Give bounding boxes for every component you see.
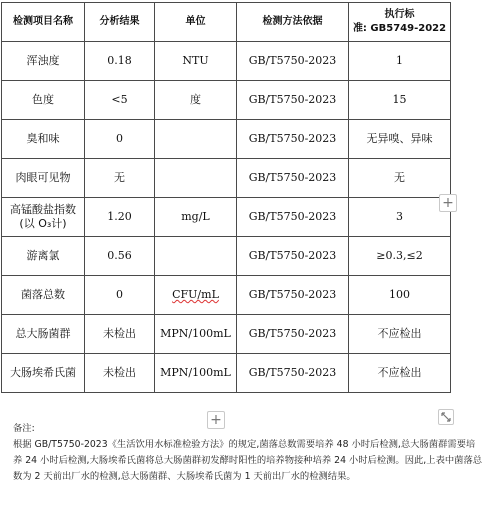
table-row xyxy=(2,276,451,315)
cell-method: GB/T5750-2023 xyxy=(237,159,349,198)
cell-name: 臭和味 xyxy=(2,120,85,159)
cell-standard: 15 xyxy=(349,81,451,120)
cell-standard: 100 xyxy=(349,276,451,315)
cell-result: 0 xyxy=(85,120,155,159)
table-row xyxy=(2,81,451,120)
cell-unit xyxy=(155,159,237,198)
cell-standard: 不应检出 xyxy=(349,354,451,393)
cell-standard: 无 xyxy=(349,159,451,198)
header-method: 检测方法依据 xyxy=(237,3,349,42)
cell-method: GB/T5750-2023 xyxy=(237,315,349,354)
cell-name-line1: 高锰酸盐指数 xyxy=(10,203,76,216)
cell-name: 大肠埃希氏菌 xyxy=(2,354,85,393)
cell-method: GB/T5750-2023 xyxy=(237,198,349,237)
cell-unit: NTU xyxy=(155,42,237,81)
cell-method: GB/T5750-2023 xyxy=(237,42,349,81)
cell-standard: 不应检出 xyxy=(349,315,451,354)
table-row xyxy=(2,198,451,237)
table-row xyxy=(2,237,451,276)
cell-name xyxy=(2,198,85,237)
cell-result: 0 xyxy=(85,276,155,315)
notes-title: 备注: xyxy=(13,423,35,434)
cell-name: 总大肠菌群 xyxy=(2,315,85,354)
notes-body: 根据 GB/T5750-2023《生活饮用水标准检验方法》的规定,菌落总数需要培养 48 小时后检测,总大肠菌群需要培养 24 小时后检测,大肠埃希氏菌将总大肠菌群初发酵时阳性的培养物接种培养 24 小时后检测。因此,上表中菌落总数为 2 天前出厂水的检测,总大肠菌群、大肠埃希氏菌为 1 天前出厂水的检测结果。 xyxy=(13,439,483,482)
cell-name: 游离氯 xyxy=(2,237,85,276)
cell-unit-text: CFU/mL xyxy=(172,288,219,301)
cell-unit xyxy=(155,237,237,276)
cell-unit xyxy=(155,276,237,315)
cell-result: 0.56 xyxy=(85,237,155,276)
table-row xyxy=(2,159,451,198)
cell-name-line2: (以 O₃计) xyxy=(19,217,67,230)
cell-method: GB/T5750-2023 xyxy=(237,354,349,393)
cell-method: GB/T5750-2023 xyxy=(237,276,349,315)
cell-unit xyxy=(155,120,237,159)
cell-name: 菌落总数 xyxy=(2,276,85,315)
cell-standard: 3 xyxy=(349,198,451,237)
table-row xyxy=(2,120,451,159)
cell-name: 肉眼可见物 xyxy=(2,159,85,198)
header-standard-line2: 准: GB5749-2022 xyxy=(352,23,447,34)
table-row xyxy=(2,354,451,393)
notes-section xyxy=(13,421,483,485)
table-header-row xyxy=(2,3,451,42)
cell-standard: 1 xyxy=(349,42,451,81)
header-standard-line1: 执行标 xyxy=(384,9,415,20)
cell-name: 浑浊度 xyxy=(2,42,85,81)
cell-result: 1.20 xyxy=(85,198,155,237)
cell-result: 未检出 xyxy=(85,354,155,393)
cell-unit: MPN/100mL xyxy=(155,315,237,354)
header-result: 分析结果 xyxy=(85,3,155,42)
cell-unit: mg/L xyxy=(155,198,237,237)
cell-result: <5 xyxy=(85,81,155,120)
cell-unit: MPN/100mL xyxy=(155,354,237,393)
header-standard xyxy=(349,3,451,42)
cell-method: GB/T5750-2023 xyxy=(237,120,349,159)
header-unit: 单位 xyxy=(155,3,237,42)
cell-unit: 度 xyxy=(155,81,237,120)
cell-standard: 无异嗅、异味 xyxy=(349,120,451,159)
cell-standard: ≥0.3,≤2 xyxy=(349,237,451,276)
cell-result: 0.18 xyxy=(85,42,155,81)
cell-result: 未检出 xyxy=(85,315,155,354)
cell-method: GB/T5750-2023 xyxy=(237,237,349,276)
water-quality-table xyxy=(1,2,451,393)
add-column-button[interactable]: + xyxy=(439,194,457,212)
header-item-name: 检测项目名称 xyxy=(2,3,85,42)
table-row xyxy=(2,315,451,354)
add-row-button[interactable]: + xyxy=(207,411,225,429)
table-row xyxy=(2,42,451,81)
cell-name: 色度 xyxy=(2,81,85,120)
cell-method: GB/T5750-2023 xyxy=(237,81,349,120)
cell-result: 无 xyxy=(85,159,155,198)
